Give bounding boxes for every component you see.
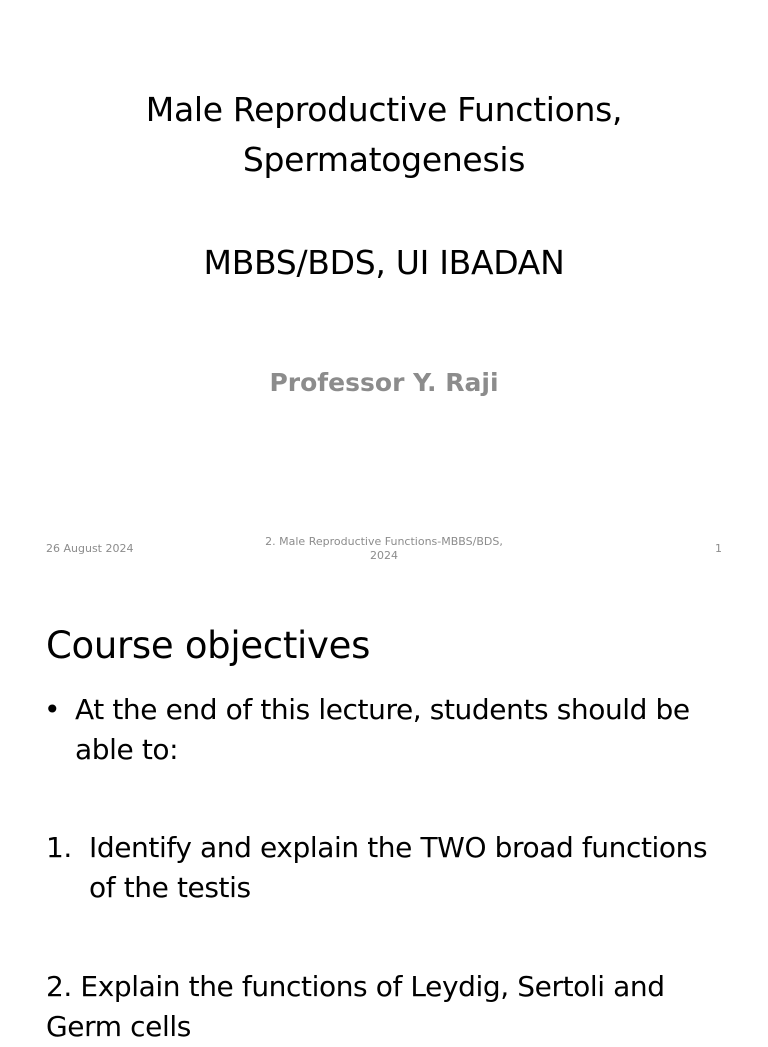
objective-2-line-2: Germ cells — [46, 1010, 191, 1043]
bullet-line-1: At the end of this lecture, students should be — [75, 693, 690, 726]
footer-caption — [264, 535, 504, 563]
bullet-line-2: able to: — [75, 733, 179, 766]
footer-caption-line-2: 2024 — [370, 549, 398, 562]
objectives-title: Course objectives — [46, 624, 371, 667]
objective-2-line-1: 2. Explain the functions of Leydig, Sertoli and — [46, 970, 665, 1003]
slide-title-line-2: Spermatogenesis — [242, 140, 526, 179]
bullet-icon: • — [44, 693, 61, 726]
slide-subtitle: MBBS/BDS, UI IBADAN — [203, 243, 565, 282]
objective-1-line-1: Identify and explain the TWO broad functions — [89, 831, 708, 864]
objective-1-number: 1. — [46, 831, 72, 864]
presenter-name: Professor Y. Raji — [269, 368, 499, 397]
footer-caption-line-1: 2. Male Reproductive Functions-MBBS/BDS, — [265, 535, 503, 548]
footer-date: 26 August 2024 — [46, 542, 134, 555]
objective-1-line-2: of the testis — [89, 871, 251, 904]
slide-title-line-1: Male Reproductive Functions, — [145, 90, 623, 129]
page-number: 1 — [715, 542, 722, 555]
